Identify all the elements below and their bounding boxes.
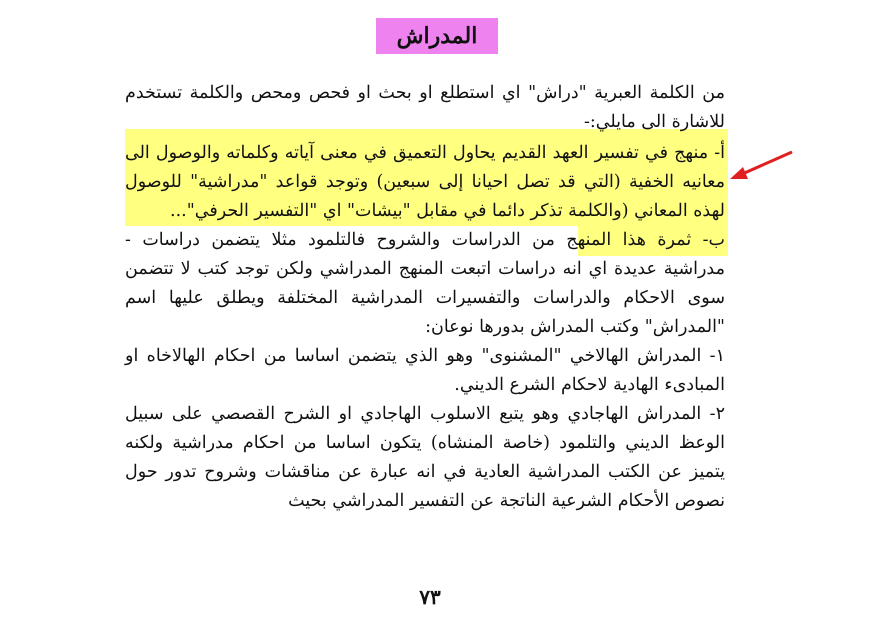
- red-arrow-icon: [726, 148, 796, 184]
- type-1-paragraph: ١- المدراش الهالاخي "المشنوى" وهو الذي يتضمن اساسا من احكام الهالاخاه او المبادىء الهادية لاحكام الشرع الديني.: [125, 346, 725, 395]
- page-title: المدراش: [376, 18, 498, 54]
- item-a-paragraph: أ- منهج في تفسير العهد القديم يحاول التعميق في معنى آياته وكلماته والوصول الى معانيه الخفية (التي قد تصل احيانا إلى سبعين) وتوجد قواعد "مدراشية" للوصول لهذه المعاني (والكلمة تذكر دائما في مقابل "بيشات" اي "التفسير الحرفي"...: [125, 143, 725, 221]
- page-number: ٧٣: [419, 585, 441, 609]
- item-b-paragraph: ب- ثمرة هذا المنهج من الدراسات والشروح فالتلمود مثلا يتضمن دراسات - مدراشية عديدة اي انه دراسات اتبعت المنهج المدراشي ولكن توجد كتب لا تتضمن سوى الاحكام والدراسات والتفسيرات المدراشية المختلفة ويطلق عليها اسم "المدراش" وكتب المدراش بدورها نوعان:: [125, 230, 725, 337]
- type-2-paragraph: ٢- المدراش الهاجادي وهو يتبع الاسلوب الهاجادي او الشرح القصصي على سبيل الوعظ الديني والتلمود (خاصة المنشاه) يتكون اساسا من احكام مدراشية ولكنه يتميز عن الكتب المدراشية العادية في انه عبارة عن مناقشات وشروح تدور حول نصوص الأحكام الشرعية الناتجة عن التفسير المدراشي بحيث: [125, 404, 725, 511]
- body-text: [125, 79, 725, 516]
- intro-paragraph: من الكلمة العبرية "دراش" اي استطلع او بحث او فحص ومحص والكلمة تستخدم للاشارة الى مايلي:-: [125, 83, 725, 132]
